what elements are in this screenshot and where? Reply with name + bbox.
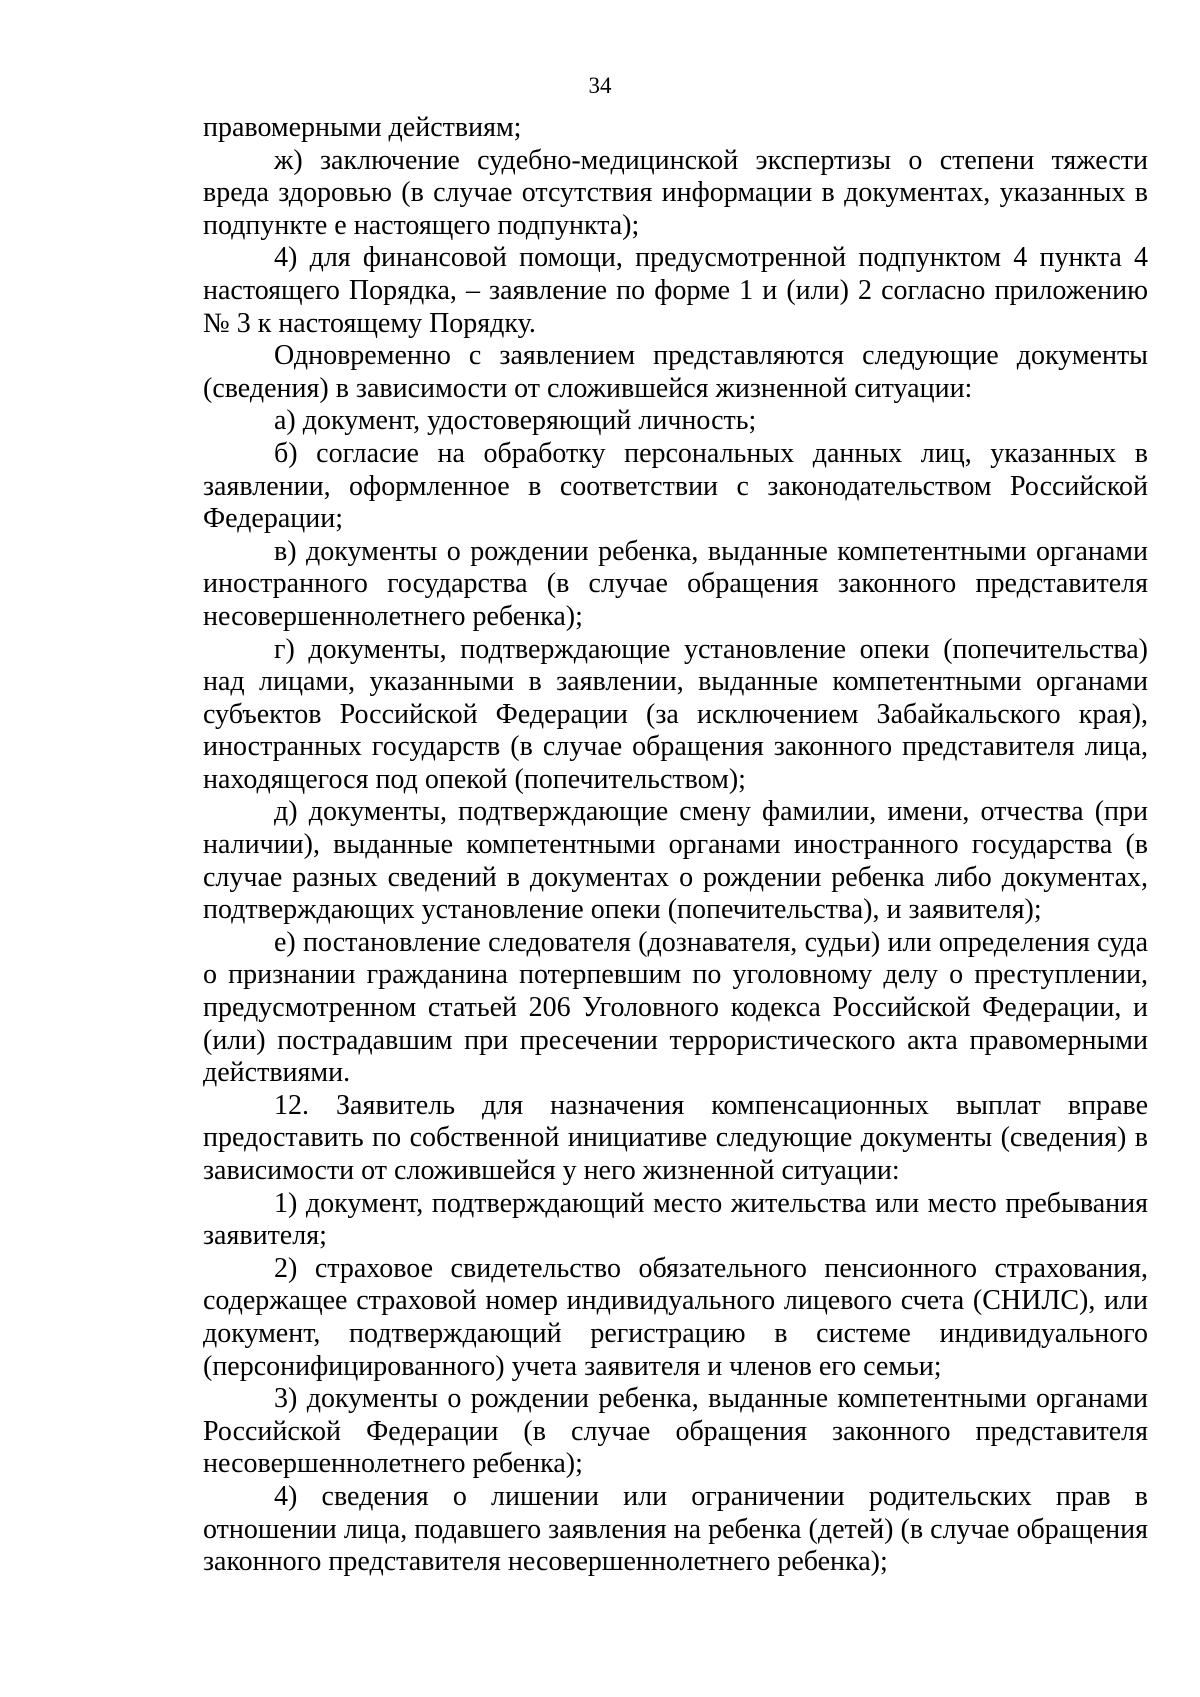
paragraph-item-4: 4) для финансовой помощи, предусмотренной подпунктом 4 пункта 4 настоящего Порядка, – заявление по форме 1 и (или) 2 согласно приложению № 3 к настоящему Порядку. xyxy=(203,242,1148,339)
paragraph-intro-documents: Одновременно с заявлением представляются следующие документы (сведения) в зависимости от сложившейся жизненной ситуации: xyxy=(203,340,1148,404)
paragraph-item-b: б) согласие на обработку персональных данных лиц, указанных в заявлении, оформленное в соответствии с законодательством Российской Федерации; xyxy=(203,437,1148,535)
paragraph-continuation: правомерными действиям; xyxy=(203,112,522,143)
page-number: 34 xyxy=(588,73,612,98)
paragraph-item-e: е) постановление следователя (дознавателя, судьи) или определения суда о признании гражданина потерпевшим по уголовному делу о преступлении, предусмотренном статьей 206 Уголовного кодекса Российской Федерации, и (или) пострадавшим при пресечении террористического акта правомерными действиями. xyxy=(203,926,1148,1089)
paragraph-item-a: а) документ, удостоверяющий личность; xyxy=(274,405,757,437)
paragraph-item-1: 1) документ, подтверждающий место жительства или место пребывания заявителя; xyxy=(203,1187,1148,1252)
paragraph-item-4-rights: 4) сведения о лишении или ограничении родительских прав в отношении лица, подавшего заявления на ребенка (детей) (в случае обращения законного представителя несовершеннолетнего ребенка); xyxy=(203,1480,1148,1578)
paragraph-item-v: в) документы о рождении ребенка, выданные компетентными органами иностранного государства (в случае обращения законного представителя несовершеннолетнего ребенка); xyxy=(203,535,1148,632)
document-body xyxy=(203,112,1148,1579)
paragraph-item-g: г) документы, подтверждающие установление опеки (попечительства) над лицами, указанными в заявлении, выданные компетентными органами субъектов Российской Федерации (за исключением Забайкальского края), иностранных государств (в случае обращения законного представителя лица, находящегося под опекой (попечительством); xyxy=(203,633,1148,795)
paragraph-item-3: 3) документы о рождении ребенка, выданные компетентными органами Российской Федерации (в случае обращения законного представителя несовершеннолетнего ребенка); xyxy=(203,1383,1148,1480)
paragraph-item-zh: ж) заключение судебно-медицинской экспертизы о степени тяжести вреда здоровью (в случае отсутствия информации в документах, указанных в подпункте е настоящего подпункта); xyxy=(203,144,1148,241)
paragraph-item-2: 2) страховое свидетельство обязательного пенсионного страхования, содержащее страховой номер индивидуального лицевого счета (СНИЛС), или документ, подтверждающий регистрацию в системе индивидуального (персонифицированного) учета заявителя и членов его семьи; xyxy=(203,1252,1148,1382)
paragraph-section-12: 12. Заявитель для назначения компенсационных выплат вправе предоставить по собственной инициативе следующие документы (сведения) в зависимости от сложившейся у него жизненной ситуации: xyxy=(203,1089,1148,1186)
paragraph-item-d: д) документы, подтверждающие смену фамилии, имени, отчества (при наличии), выданные компетентными органами иностранного государства (в случае разных сведений в документах о рождении ребенка либо документах, подтверждающих установление опеки (попечительства), и заявителя); xyxy=(203,796,1148,926)
